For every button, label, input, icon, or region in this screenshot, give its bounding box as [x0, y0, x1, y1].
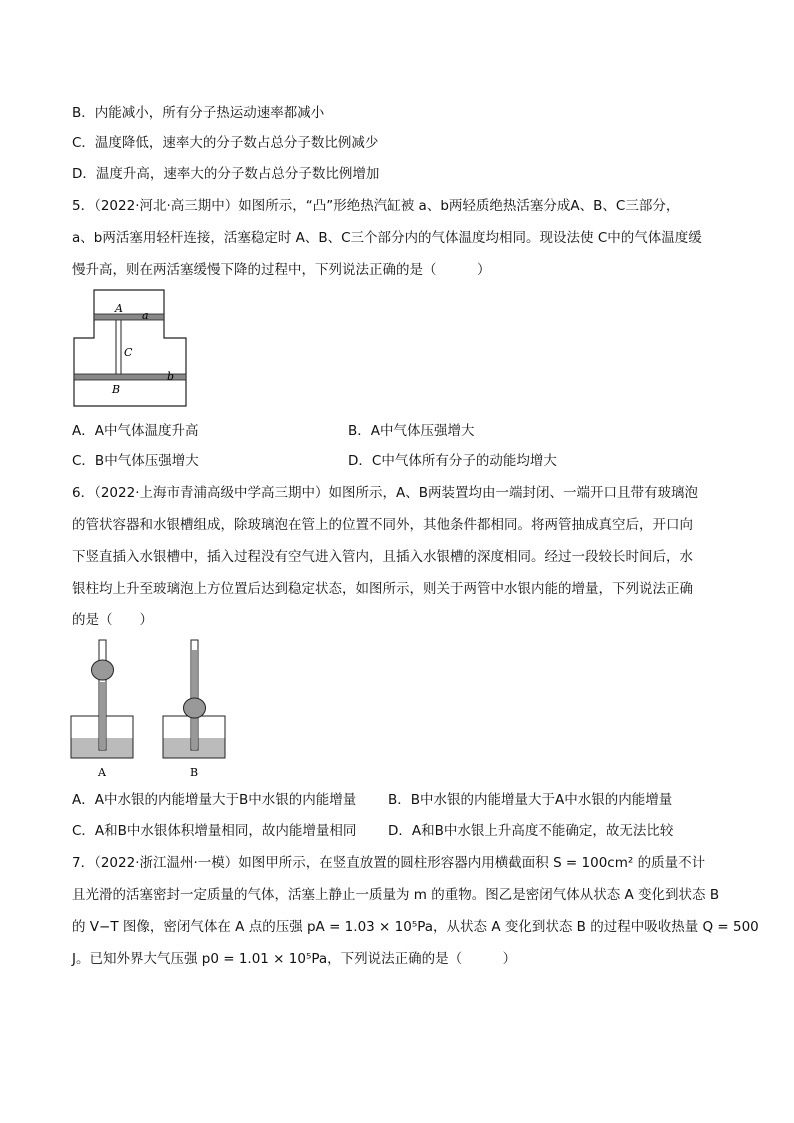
q7-stem-line-2: 且光滑的活塞密封一定质量的气体，活塞上静止一质量为 m 的重物。图乙是密闭气体从状态 A 变化到状态 B — [72, 887, 720, 903]
fig-label-A: A — [115, 302, 123, 315]
q7-stem-line-3: 的 V−T 图像，密闭气体在 A 点的压强 pA = 1.03 × 10⁵Pa，从状态 A 变化到状态 B 的过程中吸收热量 Q = 500 — [72, 919, 759, 935]
q6-stem-line-2: 的管状容器和水银槽组成，除玻璃泡在管上的位置不同外，其他条件都相同。将两管抽成真空后，开口向 — [72, 517, 693, 533]
q4-option-c: C．温度降低，速率大的分子数占总分子数比例减少 — [72, 135, 379, 151]
q6-stem-line-4: 银柱均上升至玻璃泡上方位置后达到稳定状态，如图所示，则关于两管中水银内能的增量，下列说法正确 — [72, 581, 693, 597]
q6-stem-line-5: 的是（ ） — [72, 612, 153, 628]
q5-stem-line-2: a、b两活塞用轻杆连接，活塞稳定时 A、B、C三个部分内的气体温度均相同。现设法使 C中的气体温度缓 — [72, 230, 702, 246]
q6-mercury-tube-figure — [68, 638, 248, 780]
q4-option-b: B．内能减小，所有分子热运动速率都减小 — [72, 105, 325, 121]
q6-stem-line-1: 6．（2022·上海市青浦高级中学高三期中）如图所示，A、B两装置均由一端封闭、一端开口且带有玻璃泡 — [72, 485, 698, 501]
q6-option-c: C．A和B中水银体积增量相同，故内能增量相同 — [72, 823, 357, 839]
q6-option-a: A．A中水银的内能增量大于B中水银的内能增量 — [72, 792, 357, 808]
piston-a — [94, 314, 164, 320]
q6-option-b: B．B中水银的内能增量大于A中水银的内能增量 — [388, 792, 673, 808]
q7-stem-line-4: J。已知外界大气压强 p0 = 1.01 × 10⁵Pa，下列说法正确的是（ ） — [72, 951, 517, 967]
fig-label-C: C — [124, 346, 133, 359]
fig-label-b: b — [167, 370, 175, 383]
q6-stem-line-3: 下竖直插入水银槽中，插入过程没有空气进入管内，且插入水银槽的深度相同。经过一段较长时间后，水 — [72, 549, 693, 565]
q5-option-d: D．C中气体所有分子的动能均增大 — [348, 453, 557, 469]
q7-stem-line-1: 7．（2022·浙江温州·一模）如图甲所示，在竖直放置的圆柱形容器内用横截面积 S = 100cm² 的质量不计 — [72, 855, 706, 871]
q5-cylinder-figure — [70, 288, 190, 410]
q5-option-a: A．A中气体温度升高 — [72, 423, 199, 439]
apparatus-a — [71, 640, 133, 779]
q4-option-d: D．温度升高，速率大的分子数占总分子数比例增加 — [72, 166, 380, 182]
q5-option-c: C．B中气体压强增大 — [72, 453, 199, 469]
q5-stem-line-3: 慢升高，则在两活塞缓慢下降的过程中，下列说法正确的是（ ） — [72, 262, 491, 278]
q6-option-d: D．A和B中水银上升高度不能确定，故无法比较 — [388, 823, 674, 839]
fig-label-B: B — [112, 383, 121, 396]
q5-stem-line-1: 5．（2022·河北·高三期中）如图所示，“凸”形绝热汽缸被 a、b两轻质绝热活塞分成A、B、C三部分， — [72, 198, 680, 214]
q5-option-b: B．A中气体压强增大 — [348, 423, 475, 439]
fig-label-apparatus-a: A — [98, 766, 106, 779]
apparatus-b — [163, 640, 225, 779]
fig-label-a: a — [142, 309, 149, 322]
fig-label-apparatus-b: B — [190, 766, 199, 779]
